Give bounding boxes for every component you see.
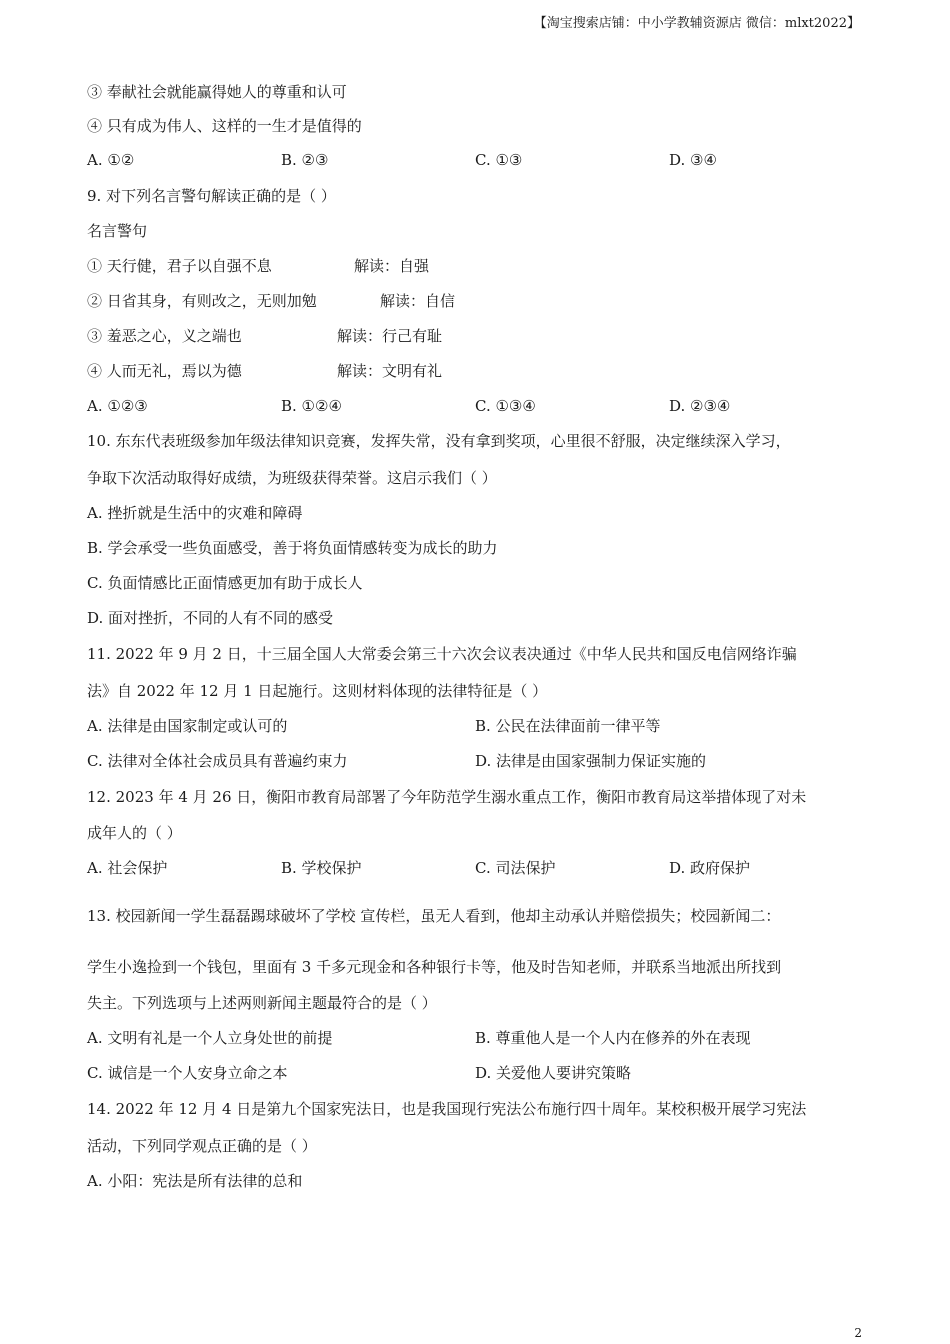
q9-quote-3: ③ 羞恶之心，义之端也 xyxy=(87,327,242,345)
q9-interp-1: 解读：自强 xyxy=(354,257,430,275)
q9-interp-3: 解读：行己有耻 xyxy=(337,327,443,345)
q10-option-a: A. 挫折就是生活中的灾难和障碍 xyxy=(87,504,303,522)
q9-quote-4: ④ 人而无礼，焉以为德 xyxy=(87,362,242,380)
q13-option-d: D. 关爱他人要讲究策略 xyxy=(475,1064,632,1082)
q10-question-line-2: 争取下次活动取得好成绩，为班级获得荣誉。这启示我们（ ） xyxy=(87,469,497,487)
q12-option-d: D. 政府保护 xyxy=(669,859,751,877)
q10-option-b: B. 学会承受一些负面感受，善于将负面情感转变为成长的助力 xyxy=(87,539,498,557)
q13-option-a: A. 文明有礼是一个人立身处世的前提 xyxy=(87,1029,333,1047)
q14-question-line-1: 14. 2022 年 12 月 4 日是第九个国家宪法日，也是我国现行宪法公布施行四十周年。某校积极开展学习宪法 xyxy=(87,1100,807,1118)
q9-quote-2: ② 日省其身，有则改之，无则加勉 xyxy=(87,292,317,310)
q9-heading: 名言警句 xyxy=(87,222,148,240)
q12-option-c: C. 司法保护 xyxy=(475,859,556,877)
q8-option-d: D. ③④ xyxy=(669,151,717,169)
q12-question-line-1: 12. 2023 年 4 月 26 日，衡阳市教育局部署了今年防范学生溺水重点工作，衡阳市教育局这举措体现了对未 xyxy=(87,788,807,806)
q8-statement-3: ③ 奉献社会就能赢得她人的尊重和认可 xyxy=(87,83,347,101)
q12-option-a: A. 社会保护 xyxy=(87,859,168,877)
q9-option-d: D. ②③④ xyxy=(669,397,731,415)
q13-option-b: B. 尊重他人是一个人内在修养的外在表现 xyxy=(475,1029,751,1047)
page-number: 2 xyxy=(854,1326,862,1340)
q12-question-line-2: 成年人的（ ） xyxy=(87,824,182,842)
q9-question: 9. 对下列名言警句解读正确的是（ ） xyxy=(87,187,336,205)
q9-option-c: C. ①③④ xyxy=(475,397,536,415)
q14-option-a: A. 小阳：宪法是所有法律的总和 xyxy=(87,1172,303,1190)
q8-option-a: A. ①② xyxy=(87,151,135,169)
q13-question-line-2: 学生小逸捡到一个钱包，里面有 3 千多元现金和各种银行卡等，他及时告知老师，并联系当地派出所找到 xyxy=(87,958,782,976)
q12-option-b: B. 学校保护 xyxy=(281,859,362,877)
q11-question-line-1: 11. 2022 年 9 月 2 日，十三届全国人大常委会第三十六次会议表决通过《中华人民共和国反电信网络诈骗 xyxy=(87,645,797,663)
q11-question-line-2: 法》自 2022 年 12 月 1 日起施行。这则材料体现的法律特征是（ ） xyxy=(87,682,548,700)
page-header: 【淘宝搜索店铺：中小学教辅资源店 微信：mlxt2022】 xyxy=(533,16,860,31)
q14-question-line-2: 活动，下列同学观点正确的是（ ） xyxy=(87,1137,317,1155)
q8-statement-4: ④ 只有成为伟人、这样的一生才是值得的 xyxy=(87,117,362,135)
q13-question-line-3: 失主。下列选项与上述两则新闻主题最符合的是（ ） xyxy=(87,994,437,1012)
q11-option-c: C. 法律对全体社会成员具有普遍约束力 xyxy=(87,752,348,770)
q13-option-c: C. 诚信是一个人安身立命之本 xyxy=(87,1064,288,1082)
q9-interp-2: 解读：自信 xyxy=(380,292,456,310)
q10-option-d: D. 面对挫折，不同的人有不同的感受 xyxy=(87,609,334,627)
q8-option-c: C. ①③ xyxy=(475,151,523,169)
q9-interp-4: 解读：文明有礼 xyxy=(337,362,443,380)
q13-question-line-1: 13. 校园新闻一学生磊磊踢球破坏了学校 宣传栏，虽无人看到，他却主动承认并赔偿损失；校园新闻二： xyxy=(87,907,781,925)
q9-option-a: A. ①②③ xyxy=(87,397,148,415)
q8-option-b: B. ②③ xyxy=(281,151,329,169)
q9-option-b: B. ①②④ xyxy=(281,397,342,415)
q11-option-a: A. 法律是由国家制定或认可的 xyxy=(87,717,288,735)
q9-quote-1: ① 天行健，君子以自强不息 xyxy=(87,257,272,275)
q11-option-b: B. 公民在法律面前一律平等 xyxy=(475,717,661,735)
q10-option-c: C. 负面情感比正面情感更加有助于成长人 xyxy=(87,574,363,592)
q10-question-line-1: 10. 东东代表班级参加年级法律知识竞赛，发挥失常，没有拿到奖项，心里很不舒服，决定继续深入学习， xyxy=(87,432,791,450)
q11-option-d: D. 法律是由国家强制力保证实施的 xyxy=(475,752,707,770)
